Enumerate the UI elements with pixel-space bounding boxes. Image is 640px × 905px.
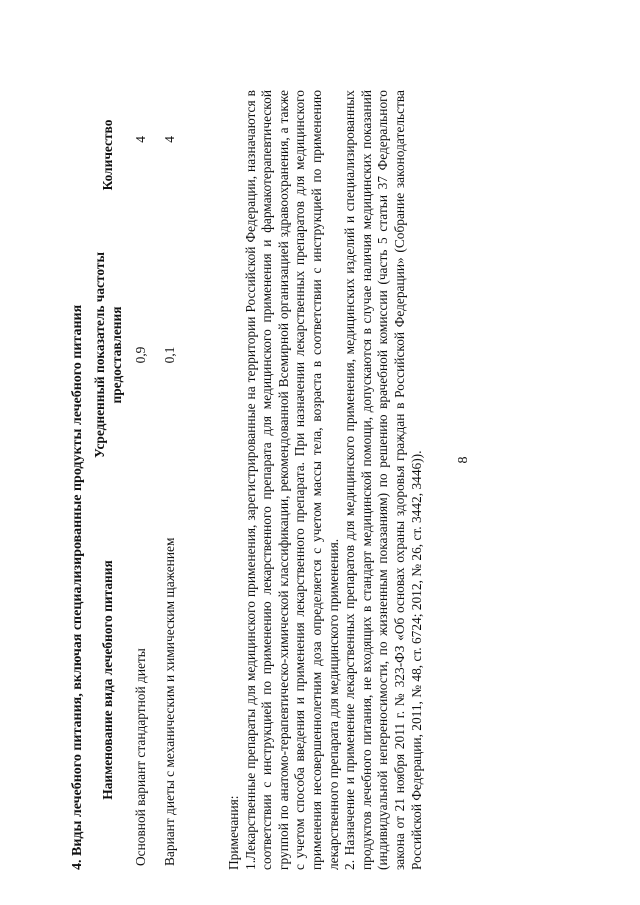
cell-frequency: 0,9 (133, 346, 149, 364)
header-frequency: Усредненный показатель частоты предоставления (92, 252, 124, 458)
notes-heading: Примечания: (226, 795, 241, 870)
cell-diet-name: Вариант диеты с механическим и химическим щажением (161, 537, 177, 866)
page-number: 8 (456, 456, 471, 464)
diet-table (90, 90, 184, 870)
document-page (50, 50, 590, 870)
note-item-1: 1.Лекарственные препараты для медицинского применения, зарегистрированные на территории Российской Федерации, назначаются в соответствии с инструкцией по применению лекарственного препарата для медицинского применения и фармакотерапевтической группой по анатомо-терапевтическо-химической классификации, рекомендованной Всемирной организацией здравоохранения, а также с учетом способа введения и применения лекарственного препарата. При назначении лекарственных препаратов для медицинского применения несовершеннолетним доза определяется с учетом массы тела, возраста в соответствии с инструкцией по применению лекарственного препарата для медицинского применения. (242, 90, 341, 870)
note-item-2: 2. Назначение и применение лекарственных препаратов для медицинского применения, медицинских изделий и специализированных продуктов лечебного питания, не входящих в стандарт медицинской помощи, допускаются в случае наличия медицинских показаний (индивидуальной непереносимости, по жизненным показаниям) по решению врачебной комиссии (часть 5 статьи 37 Федерального закона от 21 ноября 2011 г. № 323-ФЗ «Об основах охраны здоровья граждан в Российской Федерации» (Собрание законодательства Российской Федерации, 2011, № 48, ст. 6724; 2012, № 26, ст. 3442, 3446)). (342, 90, 424, 870)
cell-quantity: 4 (161, 136, 177, 143)
header-quantity: Количество (100, 119, 116, 191)
cell-quantity: 4 (133, 136, 149, 143)
notes-section (226, 90, 425, 870)
section-title: 4. Виды лечебного питания, включая специализированные продукты лечебного питания (70, 304, 85, 870)
table-header-row (90, 90, 127, 870)
cell-frequency: 0,1 (161, 346, 177, 364)
header-diet-name: Наименование вида лечебного питания (100, 560, 116, 800)
table-row (156, 90, 185, 870)
table-row (127, 90, 156, 870)
cell-diet-name: Основной вариант стандартной диеты (133, 648, 149, 866)
